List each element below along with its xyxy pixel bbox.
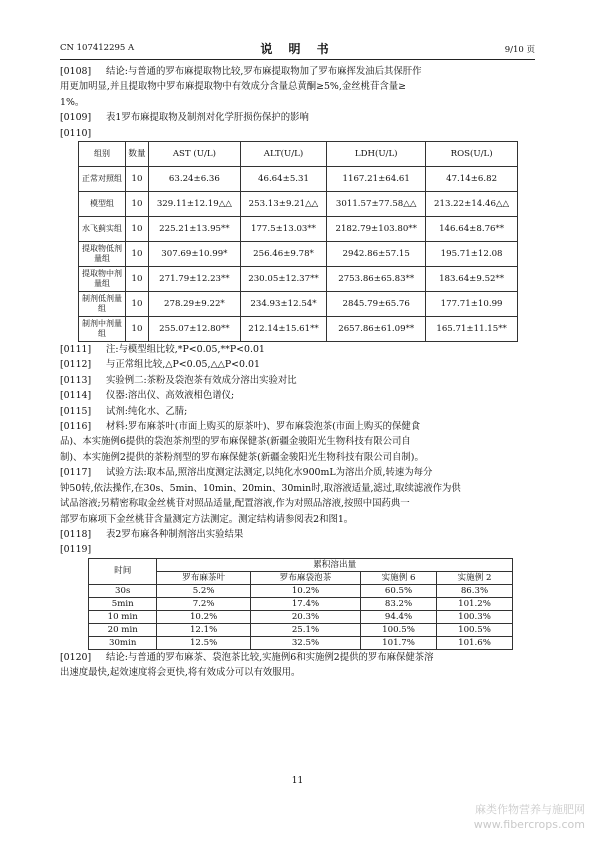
table-cell: 5min [89, 597, 157, 610]
table-cell: 10 [126, 292, 149, 317]
table-row [79, 217, 518, 242]
table-row [89, 636, 513, 649]
paragraph-number: [0114] [60, 390, 92, 402]
table-cell: 20.3% [250, 610, 360, 623]
table-cell: 10 min [89, 610, 157, 623]
table-header-cell: 数量 [126, 142, 149, 167]
paragraph-text: 与正常组比较,△P<0.05,△△P<0.01 [106, 359, 260, 371]
paragraph-0109 [60, 110, 540, 125]
table-cell: 30s [89, 584, 157, 597]
table-header-cell: ROS(U/L) [426, 142, 518, 167]
table-cell: 86.3% [437, 584, 513, 597]
table-cell: 165.71±11.15** [426, 317, 518, 342]
table-cell: 提取物低剂量组 [79, 242, 126, 267]
paragraph-text: 结论:与普通的罗布麻提取物比较,罗布麻提取物加了罗布麻挥发油后其保肝作 [106, 66, 422, 77]
table-cell: 3011.57±77.58△△ [327, 192, 426, 217]
table-cell: 10 [126, 192, 149, 217]
table-cell: 230.05±12.37** [240, 267, 326, 292]
table-cell: 253.13±9.21△△ [240, 192, 326, 217]
table-cell: 47.14±6.82 [426, 167, 518, 192]
table-cell: 1167.21±64.61 [327, 167, 426, 192]
paragraph-0115 [60, 404, 540, 419]
table-cell: 46.64±5.31 [240, 167, 326, 192]
table-cell: 101.2% [437, 597, 513, 610]
table-cell: 10 [126, 317, 149, 342]
paragraph-text: 结论:与普通的罗布麻茶、袋泡茶比较,实施例6和实施例2提供的罗布麻保健茶溶 [106, 651, 434, 663]
table-cell: 32.5% [250, 636, 360, 649]
paragraph-number: [0119] [60, 544, 92, 556]
table-cell: 10.2% [250, 584, 360, 597]
table-row [79, 267, 518, 292]
paragraph-text: 1%。 [60, 96, 85, 108]
table-header-cell: 罗布麻袋泡茶 [250, 571, 360, 584]
table-cell: 94.4% [361, 610, 437, 623]
paragraph-text: 用更加明显,并且提取物中罗布麻提取物中有效成分含量总黄酮≥5%,金丝桃苷含量≥ [60, 81, 406, 93]
paragraph-0113 [60, 373, 540, 388]
table-cell: 212.14±15.61** [240, 317, 326, 342]
dissolution-table [88, 558, 513, 650]
table-cell: 183.64±9.52** [426, 267, 518, 292]
paragraph-text: 部罗布麻项下金丝桃苷含量测定方法测定。测定结构请参阅表2和图1。 [60, 513, 354, 525]
paragraph-0112 [60, 357, 540, 372]
paragraph-0117 [60, 465, 540, 480]
table-cell: 提取物中剂量组 [79, 267, 126, 292]
table-cell: 177.5±13.03** [240, 217, 326, 242]
paragraph-text: 制)、本实施例2提供的茶粉剂型的罗布麻保健茶(新疆金骏阳光生物科技有限公司自制)。 [60, 451, 424, 463]
table-cell: 25.1% [250, 623, 360, 636]
paragraph-0114 [60, 388, 540, 403]
table-cell: 101.6% [437, 636, 513, 649]
table-header-cell: AST (U/L) [149, 142, 241, 167]
table-cell: 307.69±10.99* [149, 242, 241, 267]
table-header-row [79, 142, 518, 167]
table-cell: 329.11±12.19△△ [149, 192, 241, 217]
table-row [79, 292, 518, 317]
table-cell: 10 [126, 217, 149, 242]
paragraph-0111 [60, 342, 540, 357]
table-header-cell: 罗布麻茶叶 [157, 571, 250, 584]
paragraph-number: [0116] [60, 421, 92, 433]
table-header-cell: 时间 [89, 558, 157, 584]
table-cell: 5.2% [157, 584, 250, 597]
table-caption: 表1罗布麻提取物及制剂对化学肝损伤保护的影响 [106, 112, 309, 124]
table-cell: 10 [126, 167, 149, 192]
paragraph-text: 试剂:纯化水、乙腈; [106, 405, 188, 417]
paragraph-number: [0115] [60, 405, 92, 417]
table-header-cell: 实施例 6 [361, 571, 437, 584]
paragraph-number: [0117] [60, 467, 92, 479]
table-cell: 10.2% [157, 610, 250, 623]
table-cell: 271.79±12.23** [149, 267, 241, 292]
paragraph-text: 试品溶液;另精密称取金丝桃苷对照品适量,配置溶液,作为对照品溶液,按照中国药典一 [60, 498, 410, 510]
table-cell: 100.3% [437, 610, 513, 623]
table-cell: 234.93±12.54* [240, 292, 326, 317]
liver-protection-table [78, 141, 518, 342]
table-cell: 17.4% [250, 597, 360, 610]
table-cell: 10 [126, 242, 149, 267]
table-cell: 101.7% [361, 636, 437, 649]
paragraph-text: 试验方法:取本品,照溶出度测定法测定,以纯化水900mL为溶出介质,转速为每分 [106, 467, 433, 479]
table-cell: 2753.86±65.83** [327, 267, 426, 292]
paragraph-text: 实验例二:茶粉及袋泡茶有效成分溶出实验对比 [106, 374, 297, 386]
table-cell: 255.07±12.80** [149, 317, 241, 342]
document-title: 说 明 书 [260, 42, 335, 56]
table-cell: 2182.79±103.80** [327, 217, 426, 242]
page-header [60, 40, 535, 58]
table-cell: 制剂中剂量组 [79, 317, 126, 342]
table-header-cell: 组别 [79, 142, 126, 167]
paragraph-0120 [60, 650, 540, 665]
table-cell: 制剂低剂量组 [79, 292, 126, 317]
table-cell: 83.2% [361, 597, 437, 610]
table-cell: 水飞蓟实组 [79, 217, 126, 242]
table-caption: 表2罗布麻各种制剂溶出实验结果 [106, 528, 244, 540]
table-cell: 10 [126, 267, 149, 292]
table-cell: 225.21±13.95** [149, 217, 241, 242]
watermark-url: www.fibercrops.com [473, 818, 585, 831]
paragraph-text: 材料:罗布麻茶叶(市面上购买的原茶叶)、罗布麻袋泡茶(市面上购买的保健食 [106, 421, 421, 433]
table-header-cell: 累积溶出量 [157, 558, 513, 571]
table-cell: 模型组 [79, 192, 126, 217]
paragraph-number: [0110] [60, 127, 92, 139]
table-cell: 100.5% [361, 623, 437, 636]
table-row [79, 192, 518, 217]
table-cell: 63.24±6.36 [149, 167, 241, 192]
table-cell: 2657.86±61.09** [327, 317, 426, 342]
table-cell: 2942.86±57.15 [327, 242, 426, 267]
table-cell: 12.5% [157, 636, 250, 649]
paragraph-0116 [60, 419, 540, 434]
table-row [89, 610, 513, 623]
table-row [89, 623, 513, 636]
header-divider [60, 59, 535, 60]
watermark-title: 麻类作物营养与施肥网 [475, 803, 585, 816]
table-header-cell: 实施例 2 [437, 571, 513, 584]
table-cell: 60.5% [361, 584, 437, 597]
table-cell: 195.71±12.08 [426, 242, 518, 267]
paragraph-0108 [60, 64, 540, 79]
table-cell: 146.64±8.76** [426, 217, 518, 242]
paragraph-0110 [60, 126, 540, 141]
table-header-row [89, 558, 513, 571]
table-row [89, 584, 513, 597]
document-body [60, 64, 540, 681]
table-cell: 213.22±14.46△△ [426, 192, 518, 217]
page-indicator: 9/10 页 [504, 45, 535, 55]
table-row [79, 317, 518, 342]
paragraph-text: 品)、本实施例6提供的袋泡茶剂型的罗布麻保健茶(新疆金骏阳光生物科技有限公司自 [60, 436, 411, 448]
table-cell: 256.46±9.78* [240, 242, 326, 267]
table-header-cell: ALT(U/L) [240, 142, 326, 167]
watermark [474, 802, 585, 832]
page-number: 11 [291, 776, 304, 786]
paragraph-text: 注:与模型组比较,*P<0.05,**P<0.01 [106, 344, 265, 356]
paragraph-number: [0108] [60, 66, 92, 77]
table-cell: 2845.79±65.76 [327, 292, 426, 317]
patent-number: CN 107412295 A [60, 43, 135, 53]
paragraph-number: [0112] [60, 359, 92, 371]
table-row [89, 597, 513, 610]
table-cell: 正常对照组 [79, 167, 126, 192]
paragraph-text: 出速度最快,起效速度将会更快,将有效成分可以有效服用。 [60, 667, 301, 679]
paragraph-number: [0118] [60, 528, 92, 540]
table-row [79, 242, 518, 267]
table-header-cell: LDH(U/L) [327, 142, 426, 167]
paragraph-text: 钟50转,依法操作,在30s、5min、10min、20min、30min时,取溶液适量,滤过,取续滤液作为供 [60, 482, 461, 494]
table-cell: 177.71±10.99 [426, 292, 518, 317]
paragraph-number: [0113] [60, 374, 92, 386]
table-cell: 100.5% [437, 623, 513, 636]
table-row [79, 167, 518, 192]
paragraph-0118 [60, 527, 540, 542]
paragraph-text: 仪器:溶出仪、高效液相色谱仪; [106, 390, 235, 402]
table-cell: 30min [89, 636, 157, 649]
paragraph-number: [0120] [60, 651, 92, 663]
table-cell: 7.2% [157, 597, 250, 610]
paragraph-0119 [60, 542, 540, 557]
table-cell: 20 min [89, 623, 157, 636]
table-cell: 278.29±9.22* [149, 292, 241, 317]
table-cell: 12.1% [157, 623, 250, 636]
paragraph-number: [0109] [60, 112, 92, 124]
paragraph-number: [0111] [60, 344, 92, 356]
